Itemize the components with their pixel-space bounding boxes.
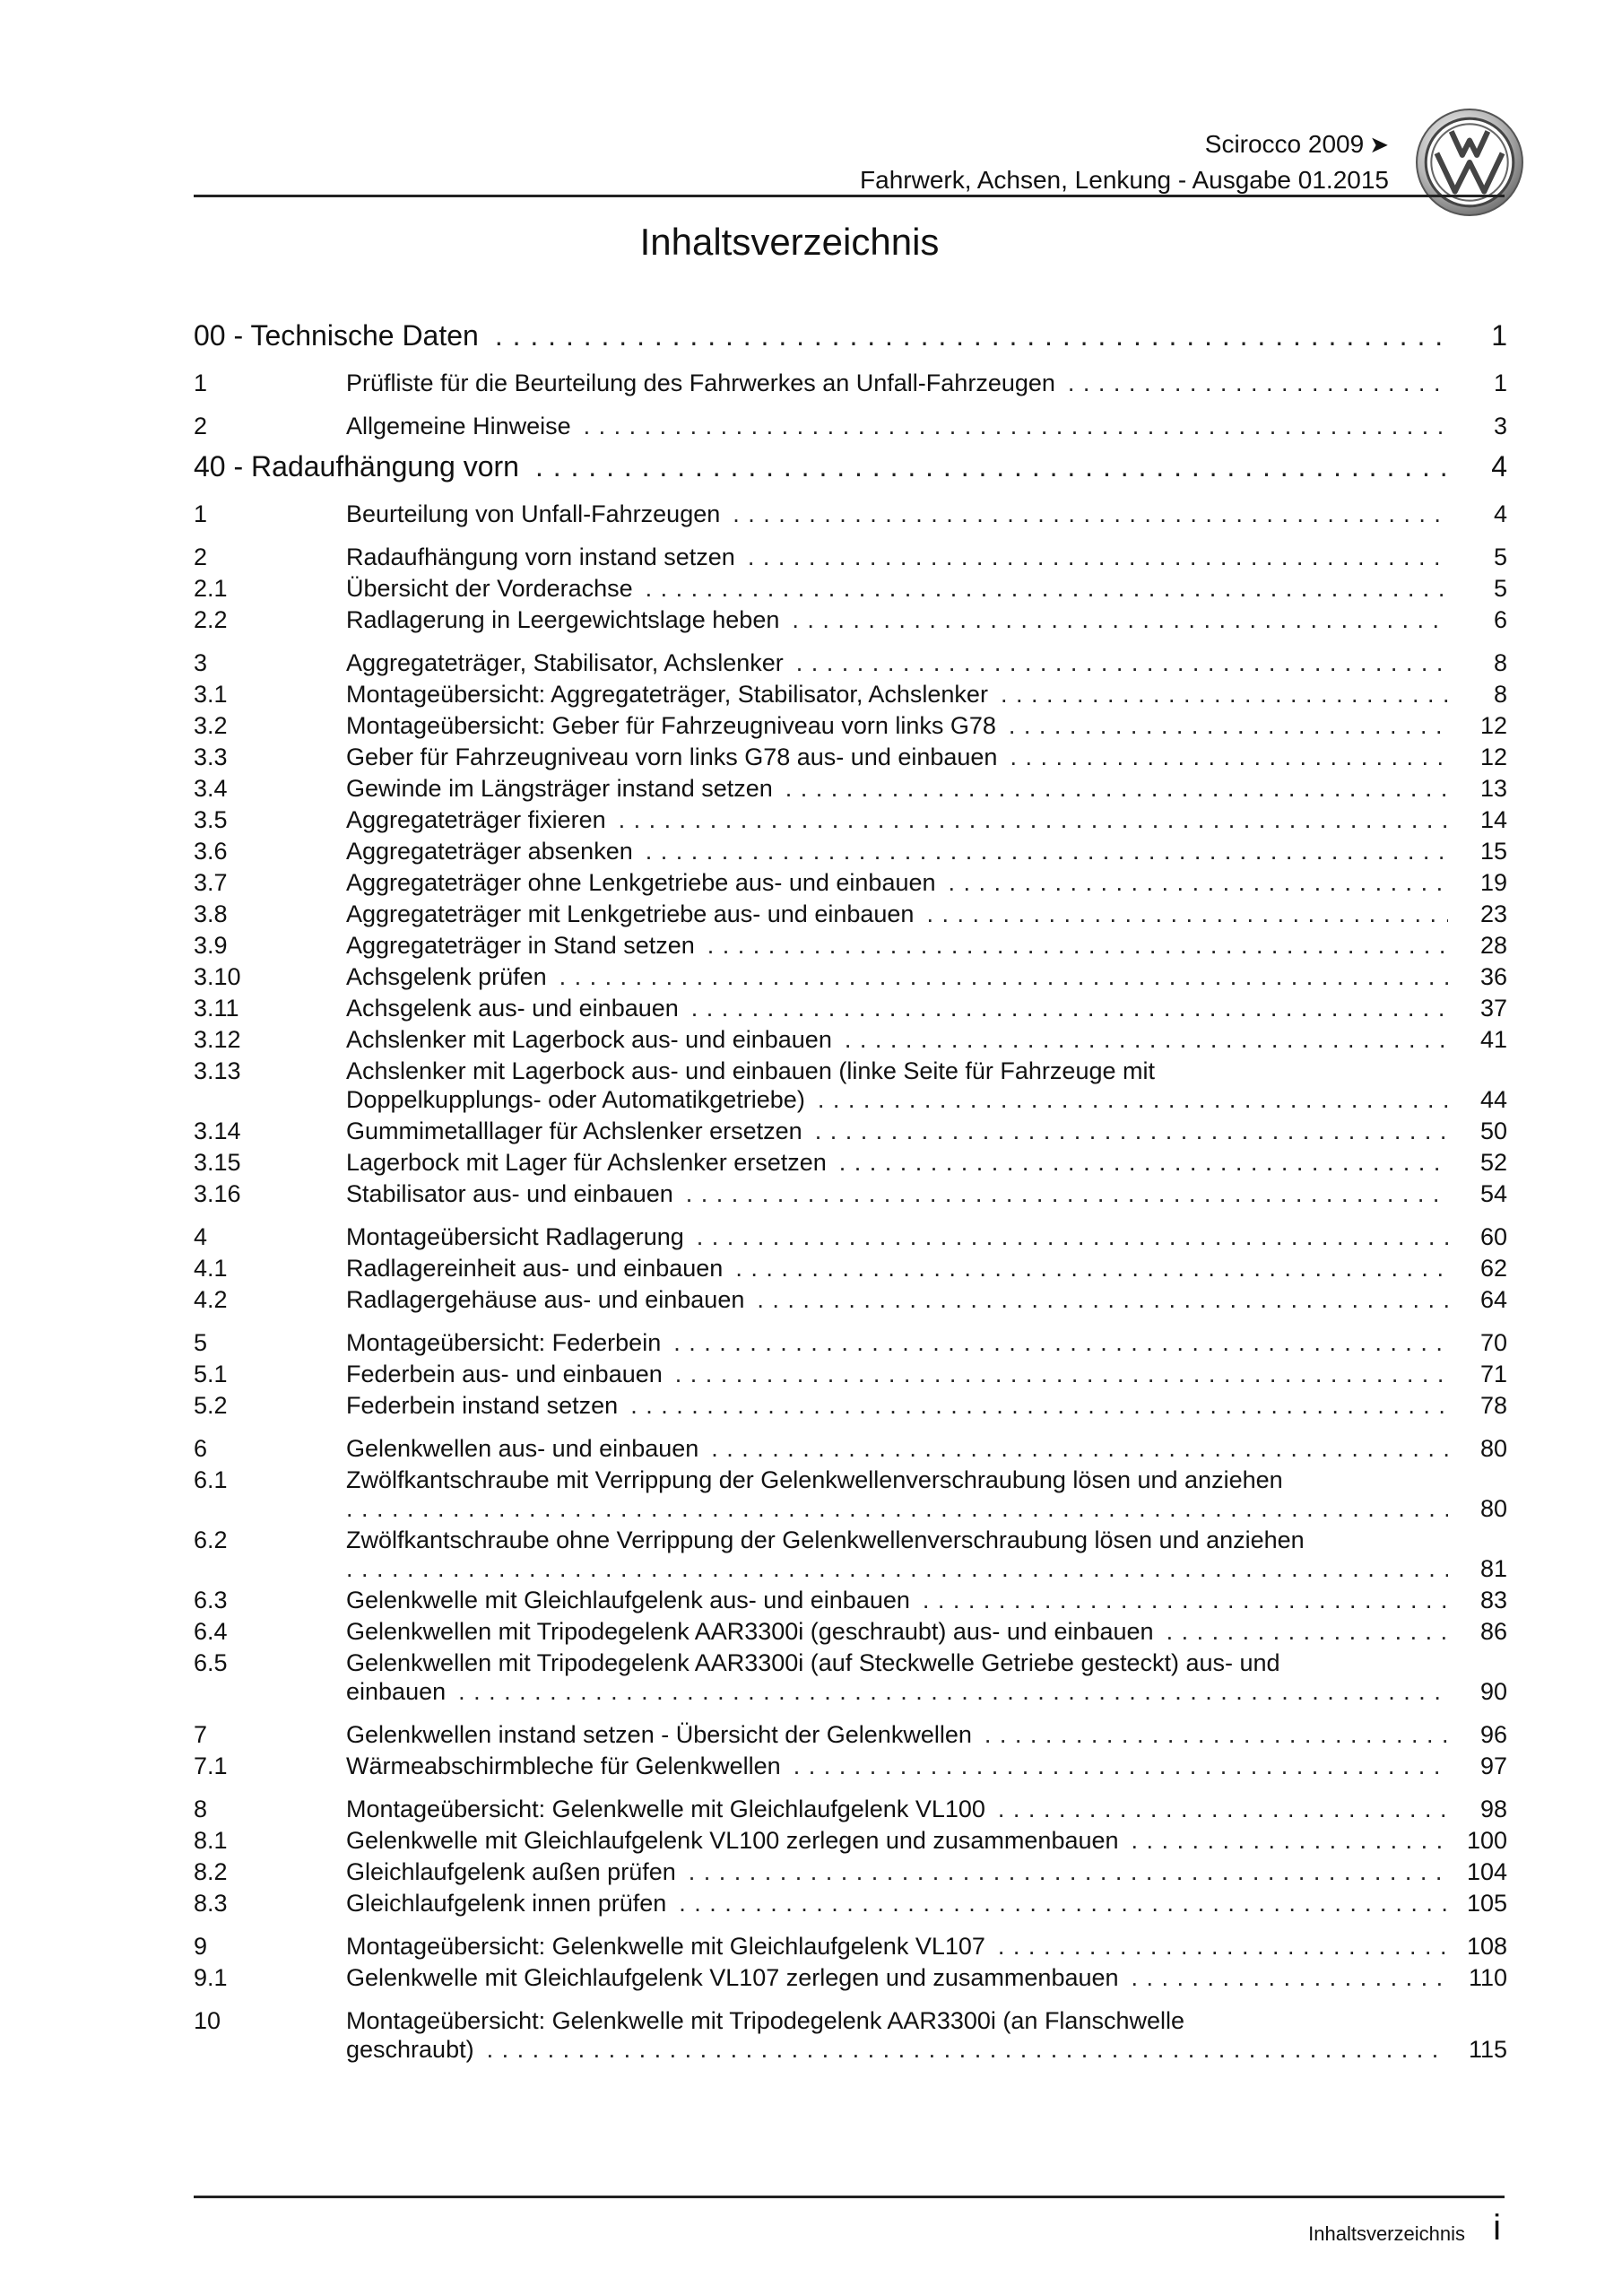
toc-entry-number: 5.2 bbox=[194, 1392, 228, 1419]
toc-entry-number: 1 bbox=[194, 500, 208, 527]
toc-entry-number: 2.2 bbox=[194, 606, 228, 633]
toc-entry-number: 3.16 bbox=[194, 1180, 241, 1207]
dot-leader bbox=[1009, 711, 1448, 740]
toc-page-number: 64 bbox=[1479, 1286, 1507, 1313]
toc-entry-title: Aggregateträger fixieren bbox=[346, 806, 606, 833]
toc-entry-text bbox=[194, 449, 1507, 483]
toc-entry-title: 00 - Technische Daten bbox=[194, 319, 479, 352]
toc-entry[interactable] bbox=[194, 900, 1507, 928]
toc-entry-text bbox=[346, 1025, 1507, 1054]
toc-entry-title: Federbein aus- und einbauen bbox=[346, 1361, 663, 1387]
toc-page-number: 62 bbox=[1479, 1255, 1507, 1282]
toc-page-number: 104 bbox=[1466, 1858, 1507, 1885]
toc-entry-number: 5.1 bbox=[194, 1361, 228, 1387]
toc-entry[interactable] bbox=[194, 1857, 1507, 1886]
toc-entry-number: 3.15 bbox=[194, 1149, 241, 1176]
toc-entry-text bbox=[346, 412, 1507, 440]
toc-entry-title: Achsgelenk aus- und einbauen bbox=[346, 995, 679, 1022]
page-title-text: Inhaltsverzeichnis bbox=[639, 221, 940, 263]
dot-leader bbox=[686, 1179, 1448, 1208]
toc-entry[interactable] bbox=[194, 1720, 1507, 1749]
toc-entry-number: 3.6 bbox=[194, 838, 228, 865]
toc-entry-number: 9 bbox=[194, 1933, 208, 1960]
toc-entry-title-continued: Doppelkupplungs- oder Automatikgetriebe) bbox=[346, 1086, 805, 1113]
toc-page-number: 36 bbox=[1479, 963, 1507, 990]
toc-entry-title: Gewinde im Längsträger instand setzen bbox=[346, 775, 773, 802]
model-label bbox=[1205, 130, 1389, 159]
dot-leader bbox=[535, 449, 1448, 483]
toc-entry-title: Gleichlaufgelenk innen prüfen bbox=[346, 1890, 667, 1917]
toc-entry[interactable] bbox=[194, 543, 1507, 571]
toc-entry[interactable] bbox=[194, 1391, 1507, 1420]
toc-entry-number: 6 bbox=[194, 1435, 208, 1462]
toc-entry[interactable] bbox=[194, 1586, 1507, 1614]
toc-entry-number: 3.7 bbox=[194, 869, 228, 896]
toc-entry-number: 2 bbox=[194, 413, 208, 439]
table-of-contents bbox=[194, 309, 1507, 2064]
toc-entry-number: 7.1 bbox=[194, 1752, 228, 1779]
toc-entry-text bbox=[346, 1889, 1507, 1918]
toc-entry-number: 4 bbox=[194, 1223, 208, 1250]
toc-page-number: 5 bbox=[1493, 544, 1507, 570]
toc-entry-number: 3 bbox=[194, 649, 208, 676]
toc-entry-title-continued: einbauen bbox=[346, 1678, 447, 1705]
dot-leader bbox=[646, 574, 1448, 603]
toc-entry-text bbox=[194, 318, 1507, 352]
toc-entry-text bbox=[346, 1285, 1507, 1314]
toc-entry-title: Aggregateträger in Stand setzen bbox=[346, 932, 695, 959]
toc-entry-title: Montageübersicht Radlagerung bbox=[346, 1223, 684, 1250]
toc-entry-number: 2.1 bbox=[194, 575, 228, 602]
dot-leader bbox=[998, 1795, 1448, 1823]
toc-entry-number: 9.1 bbox=[194, 1964, 228, 1991]
toc-entry-text bbox=[346, 1465, 1507, 1523]
toc-entry-title: Gleichlaufgelenk außen prüfen bbox=[346, 1858, 676, 1885]
toc-entry-text bbox=[346, 900, 1507, 928]
toc-entry-text bbox=[346, 1391, 1507, 1420]
dot-leader bbox=[1132, 1826, 1448, 1855]
toc-entry[interactable] bbox=[194, 369, 1507, 397]
dot-leader bbox=[735, 1254, 1448, 1283]
toc-entry-number: 3.13 bbox=[194, 1057, 241, 1084]
toc-entry-text bbox=[346, 2006, 1507, 2064]
dot-leader bbox=[757, 1285, 1448, 1314]
toc-entry-title: Aggregateträger, Stabilisator, Achslenker bbox=[346, 649, 784, 676]
dot-leader bbox=[630, 1391, 1448, 1420]
toc-entry-title: Aggregateträger mit Lenkgetriebe aus- und einbauen bbox=[346, 900, 915, 927]
toc-entry-title: Gelenkwellen aus- und einbauen bbox=[346, 1435, 699, 1462]
toc-entry-title: Radlagergehäuse aus- und einbauen bbox=[346, 1286, 745, 1313]
toc-entry-title: Aggregateträger absenken bbox=[346, 838, 633, 865]
toc-page-number: 19 bbox=[1479, 869, 1507, 896]
toc-page-number: 90 bbox=[1479, 1678, 1507, 1705]
toc-entry-title: Lagerbock mit Lager für Achslenker ersetzen bbox=[346, 1149, 827, 1176]
dot-leader bbox=[998, 1932, 1448, 1961]
toc-entry-title: Gelenkwelle mit Gleichlaufgelenk VL107 zerlegen und zusammenbauen bbox=[346, 1964, 1119, 1991]
dot-leader bbox=[794, 1752, 1448, 1780]
dot-leader bbox=[1001, 680, 1448, 709]
toc-entry-number: 3.11 bbox=[194, 995, 239, 1022]
dot-leader bbox=[923, 1586, 1448, 1614]
toc-section-heading[interactable] bbox=[194, 449, 1507, 483]
toc-entry-title: Zwölfkantschraube mit Verrippung der Gelenkwellenverschraubung lösen und anziehen bbox=[346, 1466, 1283, 1493]
toc-entry-number: 6.2 bbox=[194, 1526, 228, 1553]
dot-leader bbox=[707, 931, 1448, 960]
toc-entry[interactable] bbox=[194, 868, 1507, 897]
toc-entry[interactable] bbox=[194, 774, 1507, 803]
toc-entry-text bbox=[346, 774, 1507, 803]
toc-entry-text bbox=[346, 543, 1507, 571]
toc-entry-title: Montageübersicht: Gelenkwelle mit Tripodegelenk AAR3300i (an Flanschwelle bbox=[346, 2007, 1185, 2034]
manual-subtitle: Fahrwerk, Achsen, Lenkung - Ausgabe 01.2015 bbox=[860, 166, 1389, 194]
toc-entry-text bbox=[346, 711, 1507, 740]
toc-entry[interactable] bbox=[194, 1963, 1507, 1992]
toc-entry[interactable] bbox=[194, 711, 1507, 740]
toc-entry-title: Beurteilung von Unfall-Fahrzeugen bbox=[346, 500, 721, 527]
toc-entry-number: 3.8 bbox=[194, 900, 228, 927]
toc-entry-text bbox=[346, 1117, 1507, 1145]
toc-entry-text bbox=[346, 868, 1507, 897]
toc-page-number: 80 bbox=[1479, 1435, 1507, 1462]
toc-entry-title: Gelenkwellen instand setzen - Übersicht der Gelenkwellen bbox=[346, 1721, 972, 1748]
toc-page-number: 50 bbox=[1479, 1118, 1507, 1144]
toc-entry-text bbox=[346, 743, 1507, 771]
toc-page-number: 83 bbox=[1479, 1587, 1507, 1613]
toc-page-number: 70 bbox=[1479, 1329, 1507, 1356]
toc-entry-title: Geber für Fahrzeugniveau vorn links G78 aus- und einbauen bbox=[346, 744, 998, 770]
dot-leader bbox=[679, 1889, 1448, 1918]
toc-entry-title: Gelenkwellen mit Tripodegelenk AAR3300i (geschraubt) aus- und einbauen bbox=[346, 1618, 1154, 1645]
dot-leader bbox=[675, 1360, 1448, 1388]
toc-entry[interactable] bbox=[194, 994, 1507, 1022]
toc-entry-number: 8.3 bbox=[194, 1890, 228, 1917]
toc-entry-text bbox=[346, 1057, 1507, 1114]
toc-entry-text bbox=[346, 1360, 1507, 1388]
footer-label: Inhaltsverzeichnis bbox=[1308, 2222, 1465, 2245]
toc-entry-text bbox=[346, 1179, 1507, 1208]
toc-entry-text bbox=[346, 1617, 1507, 1646]
toc-page-number: 105 bbox=[1466, 1890, 1507, 1917]
toc-page-number: 54 bbox=[1479, 1180, 1507, 1207]
toc-entry-number: 4.1 bbox=[194, 1255, 228, 1282]
toc-entry-text bbox=[346, 1857, 1507, 1886]
toc-entry-text bbox=[346, 805, 1507, 834]
toc-entry-number: 8.2 bbox=[194, 1858, 228, 1885]
toc-entry-text bbox=[346, 369, 1507, 397]
toc-entry[interactable] bbox=[194, 1526, 1507, 1583]
toc-entry-number: 6.1 bbox=[194, 1466, 228, 1493]
toc-entry-text bbox=[346, 1148, 1507, 1177]
toc-entry-title-continued: geschraubt) bbox=[346, 2036, 474, 2063]
toc-entry-number: 6.5 bbox=[194, 1649, 228, 1676]
toc-entry-title: Montageübersicht: Gelenkwelle mit Gleichlaufgelenk VL107 bbox=[346, 1933, 985, 1960]
toc-entry-title: Montageübersicht: Federbein bbox=[346, 1329, 662, 1356]
toc-entry-text bbox=[346, 680, 1507, 709]
model-name: Scirocco 2009 bbox=[1204, 130, 1365, 158]
toc-entry-text bbox=[346, 1932, 1507, 1961]
toc-section-heading[interactable] bbox=[194, 318, 1507, 352]
toc-page-number: 80 bbox=[1479, 1495, 1507, 1522]
toc-entry-title: Übersicht der Vorderachse bbox=[346, 575, 633, 602]
toc-entry-number: 10 bbox=[194, 2007, 221, 2034]
toc-page-number: 5 bbox=[1493, 575, 1507, 602]
dot-leader bbox=[646, 837, 1448, 865]
dot-leader bbox=[559, 962, 1448, 991]
toc-page-number: 4 bbox=[1493, 500, 1507, 527]
toc-entry-title: Zwölfkantschraube ohne Verrippung der Gelenkwellenverschraubung lösen und anziehen bbox=[346, 1526, 1305, 1553]
toc-page-number: 86 bbox=[1479, 1618, 1507, 1645]
toc-entry-number: 2 bbox=[194, 544, 208, 570]
toc-page-number: 96 bbox=[1479, 1721, 1507, 1748]
toc-entry-title: Stabilisator aus- und einbauen bbox=[346, 1180, 673, 1207]
toc-entry[interactable] bbox=[194, 962, 1507, 991]
toc-entry-title: Gummimetalllager für Achslenker ersetzen bbox=[346, 1118, 802, 1144]
toc-entry[interactable] bbox=[194, 1148, 1507, 1177]
toc-page-number: 1 bbox=[1493, 370, 1507, 396]
toc-entry-title: Radlagereinheit aus- und einbauen bbox=[346, 1255, 724, 1282]
dot-leader bbox=[495, 318, 1448, 352]
header-rule bbox=[194, 195, 1505, 197]
toc-entry[interactable] bbox=[194, 1932, 1507, 1961]
toc-entry[interactable] bbox=[194, 1025, 1507, 1054]
toc-entry[interactable] bbox=[194, 574, 1507, 603]
footer-page-number: i bbox=[1493, 2208, 1501, 2248]
dot-leader bbox=[1010, 743, 1448, 771]
toc-entry[interactable] bbox=[194, 1285, 1507, 1314]
toc-entry-title: Federbein instand setzen bbox=[346, 1392, 619, 1419]
toc-entry-text bbox=[346, 1752, 1507, 1780]
toc-entry-title: Montageübersicht: Gelenkwelle mit Gleichlaufgelenk VL100 bbox=[346, 1796, 985, 1822]
toc-entry-text bbox=[346, 962, 1507, 991]
toc-page-number: 78 bbox=[1479, 1392, 1507, 1419]
toc-page-number: 14 bbox=[1479, 806, 1507, 833]
toc-entry[interactable] bbox=[194, 931, 1507, 960]
toc-entry[interactable] bbox=[194, 1889, 1507, 1918]
dot-leader bbox=[845, 1025, 1448, 1054]
toc-page-number: 8 bbox=[1493, 649, 1507, 676]
toc-entry-text bbox=[346, 994, 1507, 1022]
dot-leader bbox=[1068, 369, 1448, 397]
toc-page-number: 1 bbox=[1491, 319, 1507, 352]
toc-entry-title: Aggregateträger ohne Lenkgetriebe aus- und einbauen bbox=[346, 869, 936, 896]
vw-logo-icon bbox=[1415, 108, 1524, 217]
toc-entry-title: Montageübersicht: Geber für Fahrzeugniveau vorn links G78 bbox=[346, 712, 996, 739]
dot-leader bbox=[458, 1677, 1448, 1706]
toc-page-number: 71 bbox=[1479, 1361, 1507, 1387]
toc-page-number: 115 bbox=[1468, 2036, 1507, 2063]
dot-leader bbox=[487, 2035, 1448, 2064]
page-header bbox=[0, 0, 1622, 206]
dot-leader bbox=[733, 500, 1448, 528]
toc-page-number: 23 bbox=[1479, 900, 1507, 927]
toc-entry-title: Wärmeabschirmbleche für Gelenkwellen bbox=[346, 1752, 781, 1779]
toc-entry-title: Radlagerung in Leergewichtslage heben bbox=[346, 606, 780, 633]
toc-page-number: 4 bbox=[1491, 450, 1507, 483]
toc-entry-title: Gelenkwellen mit Tripodegelenk AAR3300i (auf Steckwelle Getriebe gesteckt) aus- und bbox=[346, 1649, 1280, 1676]
toc-entry[interactable] bbox=[194, 412, 1507, 440]
toc-page-number: 44 bbox=[1479, 1086, 1507, 1113]
toc-page-number: 15 bbox=[1479, 838, 1507, 865]
toc-entry-title: Radaufhängung vorn instand setzen bbox=[346, 544, 735, 570]
dot-leader bbox=[1132, 1963, 1448, 1992]
toc-page-number: 110 bbox=[1468, 1964, 1507, 1991]
footer-rule bbox=[194, 2196, 1505, 2198]
toc-entry-number: 4.2 bbox=[194, 1286, 228, 1313]
toc-entry-title: Prüfliste für die Beurteilung des Fahrwerkes an Unfall-Fahrzeugen bbox=[346, 370, 1055, 396]
toc-page-number: 13 bbox=[1479, 775, 1507, 802]
toc-entry-number: 3.1 bbox=[194, 681, 228, 708]
dot-leader bbox=[792, 605, 1448, 634]
toc-page-number: 98 bbox=[1479, 1796, 1507, 1822]
toc-entry-text bbox=[346, 1586, 1507, 1614]
toc-entry-title: Gelenkwelle mit Gleichlaufgelenk VL100 zerlegen und zusammenbauen bbox=[346, 1827, 1119, 1854]
toc-page-number: 81 bbox=[1479, 1555, 1507, 1582]
toc-entry[interactable] bbox=[194, 648, 1507, 677]
toc-entry-number: 6.3 bbox=[194, 1587, 228, 1613]
toc-entry[interactable] bbox=[194, 743, 1507, 771]
dot-leader bbox=[711, 1434, 1448, 1463]
toc-entry-title: Achsgelenk prüfen bbox=[346, 963, 547, 990]
toc-page-number: 12 bbox=[1479, 712, 1507, 739]
dot-leader bbox=[1167, 1617, 1448, 1646]
toc-entry-title: Gelenkwelle mit Gleichlaufgelenk aus- und einbauen bbox=[346, 1587, 910, 1613]
toc-entry-title: Allgemeine Hinweise bbox=[346, 413, 571, 439]
dot-leader bbox=[697, 1222, 1448, 1251]
toc-entry-text bbox=[346, 931, 1507, 960]
toc-entry[interactable] bbox=[194, 1465, 1507, 1523]
toc-entry-number: 3.14 bbox=[194, 1118, 241, 1144]
toc-entry[interactable] bbox=[194, 1617, 1507, 1646]
toc-entry[interactable] bbox=[194, 1648, 1507, 1706]
toc-entry-number: 3.2 bbox=[194, 712, 228, 739]
toc-entry-number: 3.12 bbox=[194, 1026, 241, 1053]
toc-entry-text bbox=[346, 1963, 1507, 1992]
toc-entry-title: Montageübersicht: Aggregateträger, Stabilisator, Achslenker bbox=[346, 681, 988, 708]
toc-entry[interactable] bbox=[194, 1752, 1507, 1780]
dot-leader bbox=[584, 412, 1448, 440]
page-title bbox=[0, 221, 1622, 264]
toc-entry-text bbox=[346, 1222, 1507, 1251]
toc-entry[interactable] bbox=[194, 1360, 1507, 1388]
toc-entry-number: 1 bbox=[194, 370, 208, 396]
dot-leader bbox=[748, 543, 1448, 571]
toc-entry[interactable] bbox=[194, 805, 1507, 834]
toc-entry-number: 3.4 bbox=[194, 775, 228, 802]
toc-entry-text bbox=[346, 1254, 1507, 1283]
toc-entry-number: 3.9 bbox=[194, 932, 228, 959]
dot-leader bbox=[346, 1554, 1448, 1583]
toc-page-number: 6 bbox=[1493, 606, 1507, 633]
dot-leader bbox=[691, 994, 1448, 1022]
arrow-icon: ➤ bbox=[1369, 131, 1389, 158]
toc-entry[interactable] bbox=[194, 680, 1507, 709]
toc-entry[interactable] bbox=[194, 1328, 1507, 1357]
toc-entry-number: 5 bbox=[194, 1329, 208, 1356]
toc-entry[interactable] bbox=[194, 2006, 1507, 2064]
toc-page-number: 3 bbox=[1493, 413, 1507, 439]
toc-page-number: 41 bbox=[1479, 1026, 1507, 1053]
toc-page-number: 28 bbox=[1479, 932, 1507, 959]
toc-page-number: 108 bbox=[1466, 1933, 1507, 1960]
toc-entry-number: 8 bbox=[194, 1796, 208, 1822]
dot-leader bbox=[818, 1085, 1448, 1114]
dot-leader bbox=[949, 868, 1448, 897]
toc-entry[interactable] bbox=[194, 1254, 1507, 1283]
toc-entry-number: 3.5 bbox=[194, 806, 228, 833]
toc-entry-text bbox=[346, 1526, 1507, 1583]
toc-entry-number: 3.3 bbox=[194, 744, 228, 770]
toc-entry-text bbox=[346, 1795, 1507, 1823]
dot-leader bbox=[984, 1720, 1448, 1749]
toc-page-number: 37 bbox=[1479, 995, 1507, 1022]
toc-entry[interactable] bbox=[194, 605, 1507, 634]
toc-entry[interactable] bbox=[194, 1179, 1507, 1208]
toc-entry[interactable] bbox=[194, 1117, 1507, 1145]
toc-entry[interactable] bbox=[194, 1057, 1507, 1114]
toc-entry-text bbox=[346, 500, 1507, 528]
dot-leader bbox=[839, 1148, 1448, 1177]
dot-leader bbox=[689, 1857, 1448, 1886]
toc-entry-text bbox=[346, 1328, 1507, 1357]
toc-page-number: 52 bbox=[1479, 1149, 1507, 1176]
toc-entry[interactable] bbox=[194, 500, 1507, 528]
toc-entry[interactable] bbox=[194, 1434, 1507, 1463]
toc-entry-number: 3.10 bbox=[194, 963, 241, 990]
dot-leader bbox=[785, 774, 1448, 803]
toc-page-number: 12 bbox=[1479, 744, 1507, 770]
toc-entry[interactable] bbox=[194, 1222, 1507, 1251]
toc-entry-text bbox=[346, 1648, 1507, 1706]
toc-entry-number: 8.1 bbox=[194, 1827, 228, 1854]
toc-entry-text bbox=[346, 1826, 1507, 1855]
toc-page-number: 97 bbox=[1479, 1752, 1507, 1779]
toc-entry[interactable] bbox=[194, 1795, 1507, 1823]
dot-leader bbox=[673, 1328, 1448, 1357]
dot-leader bbox=[346, 1494, 1448, 1523]
dot-leader bbox=[619, 805, 1448, 834]
toc-entry[interactable] bbox=[194, 837, 1507, 865]
toc-entry-text bbox=[346, 1434, 1507, 1463]
toc-entry-number: 7 bbox=[194, 1721, 208, 1748]
toc-entry-title: 40 - Radaufhängung vorn bbox=[194, 450, 519, 483]
toc-entry-text bbox=[346, 1720, 1507, 1749]
dot-leader bbox=[926, 900, 1448, 928]
toc-page-number: 8 bbox=[1493, 681, 1507, 708]
toc-entry-title: Achslenker mit Lagerbock aus- und einbauen (linke Seite für Fahrzeuge mit bbox=[346, 1057, 1155, 1084]
toc-entry-text bbox=[346, 574, 1507, 603]
toc-page-number: 100 bbox=[1466, 1827, 1507, 1854]
toc-entry[interactable] bbox=[194, 1826, 1507, 1855]
toc-entry-title: Achslenker mit Lagerbock aus- und einbauen bbox=[346, 1026, 832, 1053]
toc-entry-text bbox=[346, 605, 1507, 634]
toc-entry-text bbox=[346, 837, 1507, 865]
toc-page-number: 60 bbox=[1479, 1223, 1507, 1250]
toc-entry-number: 6.4 bbox=[194, 1618, 228, 1645]
toc-entry-text bbox=[346, 648, 1507, 677]
dot-leader bbox=[815, 1117, 1448, 1145]
dot-leader bbox=[796, 648, 1448, 677]
